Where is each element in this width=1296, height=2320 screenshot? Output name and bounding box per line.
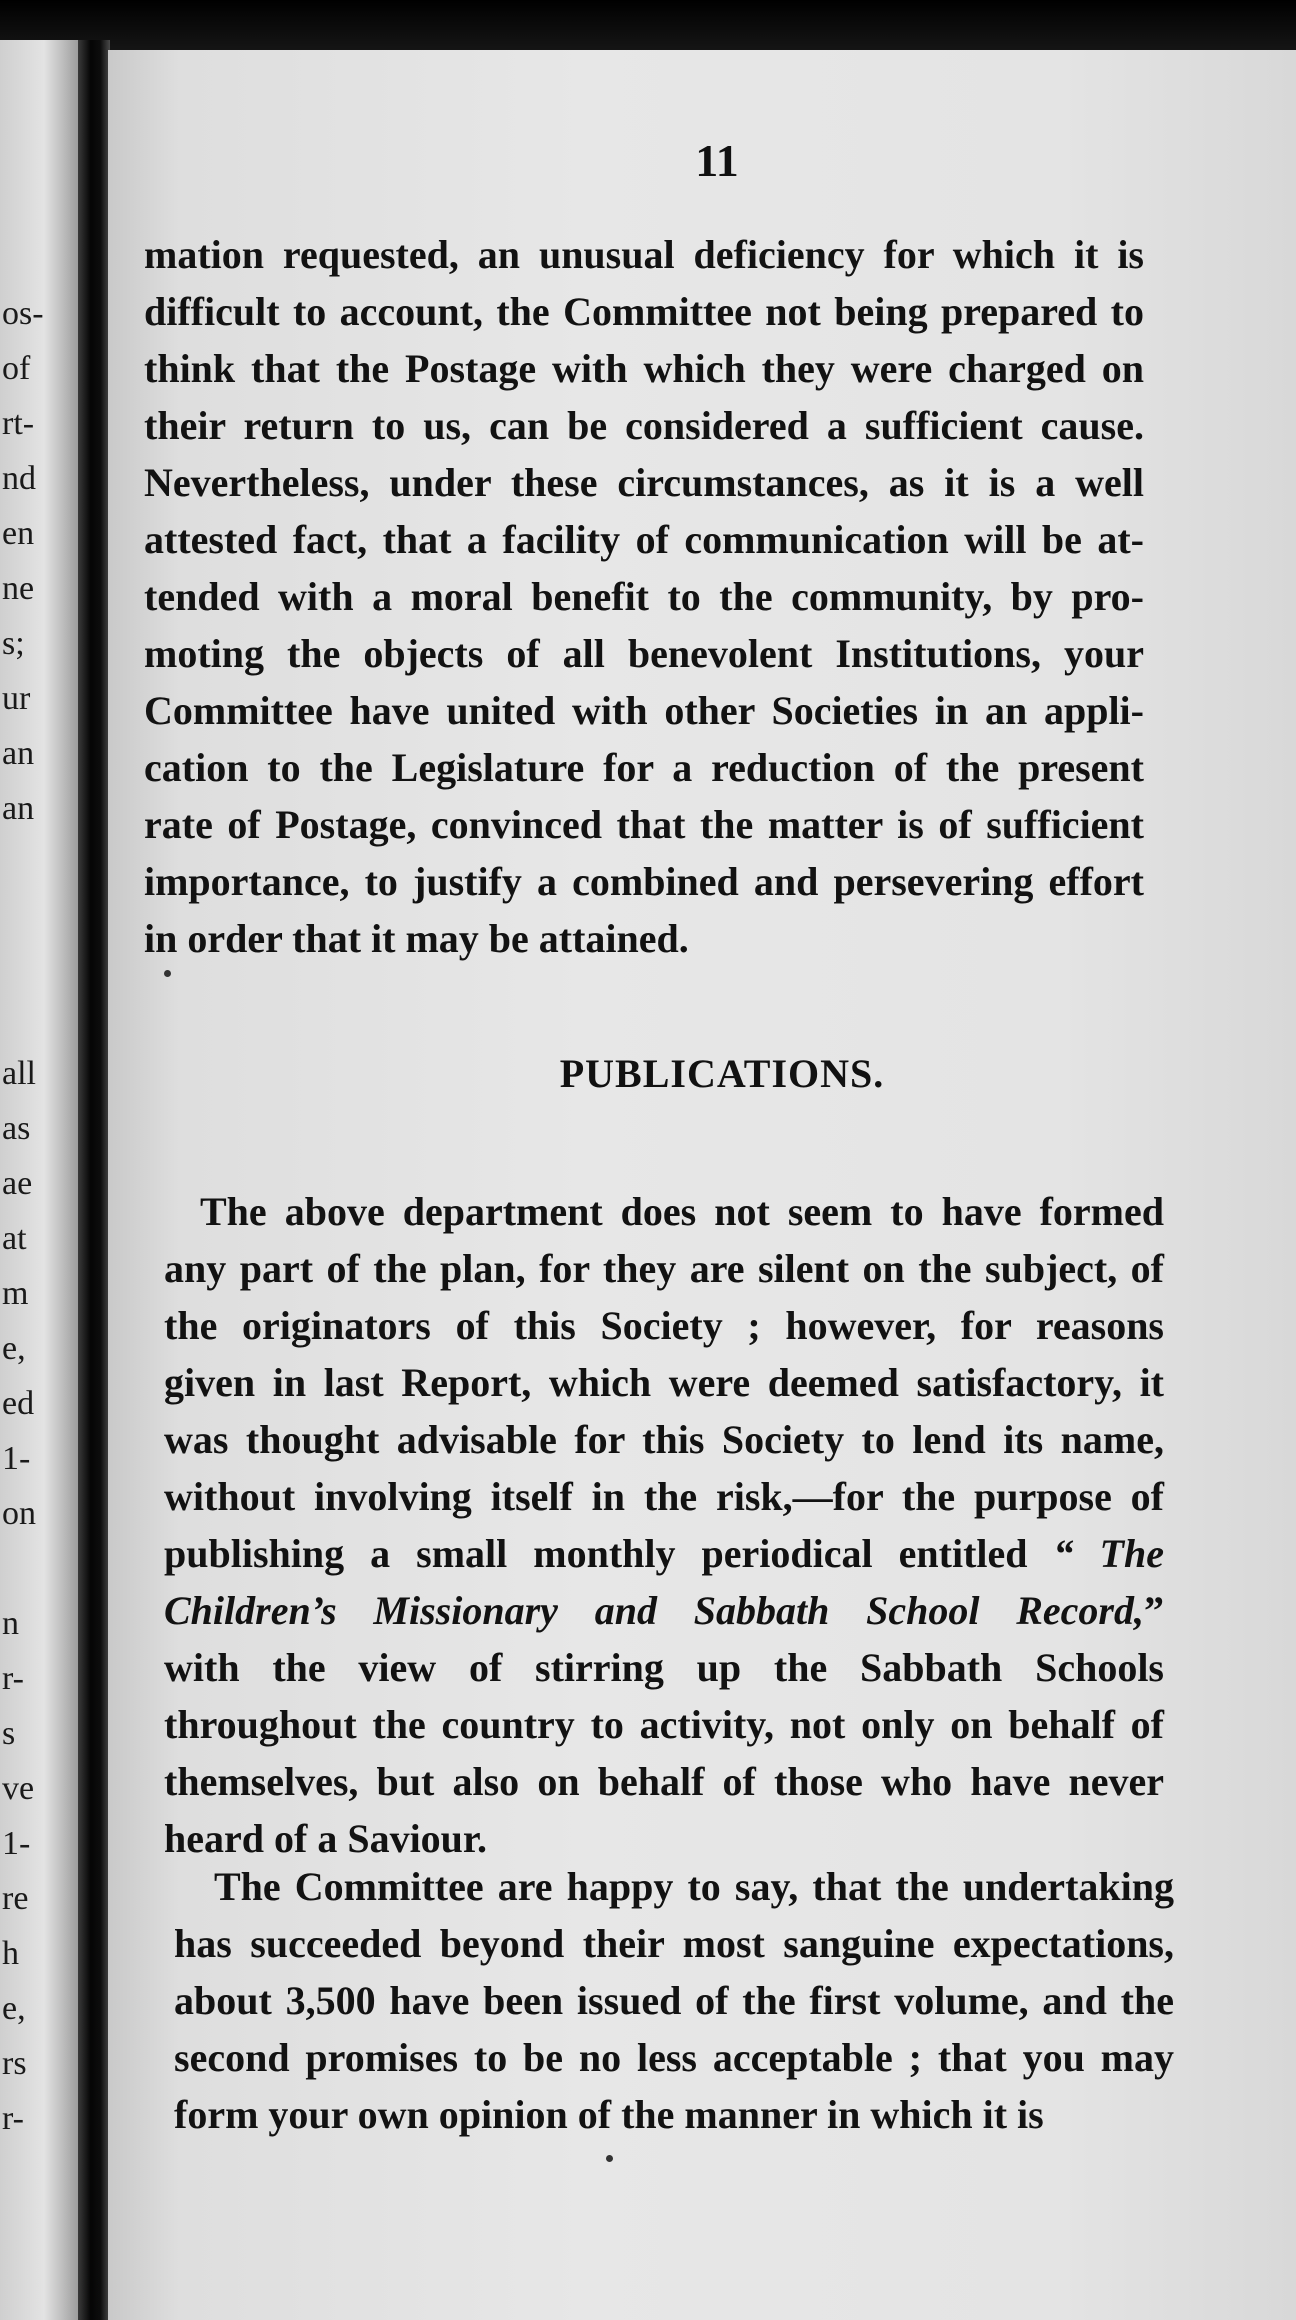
paragraph-publications: [164, 1183, 1164, 1867]
adjacent-page-fragment: rt-: [2, 405, 35, 442]
ink-speck: [164, 970, 171, 977]
adjacent-page-fragment: e,: [2, 1330, 26, 1367]
adjacent-page-fragment: en: [2, 515, 35, 552]
text-line: throughout the country to activity, not only on behalf of: [164, 1702, 1164, 1747]
adjacent-page-fragment: ur: [2, 680, 31, 717]
text-line: The above department does not seem to have formed: [200, 1189, 1164, 1234]
text-line: was thought advisable for this Society to lend its name,: [164, 1417, 1164, 1462]
adjacent-page-fragment: ae: [2, 1165, 33, 1202]
text-line: has succeeded beyond their most sanguine expectations,: [174, 1921, 1174, 1966]
text-line: any part of the plan, for they are silent on the subject, of: [164, 1246, 1164, 1291]
periodical-title-open: “ The: [1053, 1531, 1164, 1576]
text-line: moting the objects of all benevolent Institutions, your: [144, 631, 1144, 676]
paragraph-postage: [144, 226, 1144, 967]
scanner-top-band: [0, 0, 1296, 50]
adjacent-page-fragment: h: [2, 1935, 19, 1972]
text-line: their return to us, can be considered a sufficient cause.: [144, 403, 1144, 448]
book-page: [108, 50, 1296, 2320]
adjacent-page-fragment: at: [2, 1220, 27, 1257]
text-line: Committee have united with other Societies in an appli-: [144, 688, 1144, 733]
text-line: themselves, but also on behalf of those who have never: [164, 1759, 1164, 1804]
adjacent-page-fragment: ve: [2, 1770, 35, 1807]
adjacent-page-fragment: nd: [2, 460, 36, 497]
text-line: Nevertheless, under these circumstances, as it is a well: [144, 460, 1144, 505]
adjacent-page-edge: [0, 40, 80, 2320]
text-line: with the view of stirring up the Sabbath Schools: [164, 1645, 1164, 1690]
adjacent-page-fragment: s: [2, 1715, 16, 1752]
text-line: importance, to justify a combined and persevering effort: [144, 859, 1144, 904]
text-run: publishing a small monthly periodical entitled: [164, 1531, 1054, 1576]
text-line: in order that it may be attained.: [144, 916, 689, 961]
text-line: rate of Postage, convinced that the matter is of sufficient: [144, 802, 1144, 847]
adjacent-page-fragment: r-: [2, 2100, 24, 2137]
adjacent-page-fragment: as: [2, 1110, 31, 1147]
text-line: about 3,500 have been issued of the first volume, and the: [174, 1978, 1174, 2023]
adjacent-page-fragment: os-: [2, 295, 44, 332]
text-line: [164, 1582, 1164, 1639]
ink-speck: [606, 2155, 613, 2162]
adjacent-page-fragment: re: [2, 1880, 29, 1917]
closing-quote: ”: [1144, 1588, 1164, 1633]
text-line: cation to the Legislature for a reduction of the present: [144, 745, 1144, 790]
adjacent-page-fragment: all: [2, 1055, 36, 1092]
adjacent-page-fragment: an: [2, 790, 35, 827]
text-line: [164, 1525, 1164, 1582]
adjacent-page-fragment: e,: [2, 1990, 26, 2027]
text-line: second promises to be no less acceptable ; that you may: [174, 2035, 1174, 2080]
adjacent-page-fragment: an: [2, 735, 35, 772]
adjacent-page-fragment: on: [2, 1495, 36, 1532]
adjacent-page-fragment: n: [2, 1605, 19, 1642]
adjacent-page-fragment: s;: [2, 625, 25, 662]
page-number: 11: [695, 135, 739, 186]
adjacent-page-fragment: m: [2, 1275, 29, 1312]
text-line: difficult to account, the Committee not being prepared to: [144, 289, 1144, 334]
adjacent-page-fragment: 1-: [2, 1440, 31, 1477]
book-gutter: [78, 40, 110, 2320]
text-line: think that the Postage with which they were charged on: [144, 346, 1144, 391]
text-line: given in last Report, which were deemed satisfactory, it: [164, 1360, 1164, 1405]
text-line: attested fact, that a facility of communication will be at-: [144, 517, 1144, 562]
section-heading: PUBLICATIONS.: [559, 1051, 885, 1096]
adjacent-page-fragment: of: [2, 350, 31, 387]
adjacent-page-fragment: r-: [2, 1660, 24, 1697]
text-line: The Committee are happy to say, that the undertaking: [214, 1864, 1174, 1909]
adjacent-page-fragment: ne: [2, 570, 35, 607]
adjacent-page-fragment: ed: [2, 1385, 35, 1422]
text-line: heard of a Saviour.: [164, 1816, 488, 1861]
text-line: the originators of this Society ; however, for reasons: [164, 1303, 1164, 1348]
periodical-title: Children’s Missionary and Sabbath School Record,: [164, 1588, 1144, 1633]
paragraph-success: [174, 1858, 1174, 2143]
text-line: tended with a moral benefit to the community, by pro-: [144, 574, 1144, 619]
text-line: without involving itself in the risk,—for the purpose of: [164, 1474, 1164, 1519]
adjacent-page-fragment: rs: [2, 2045, 27, 2082]
text-line: mation requested, an unusual deficiency for which it is: [144, 232, 1144, 277]
adjacent-page-fragment: 1-: [2, 1825, 31, 1862]
text-line: form your own opinion of the manner in which it is: [174, 2092, 1044, 2137]
